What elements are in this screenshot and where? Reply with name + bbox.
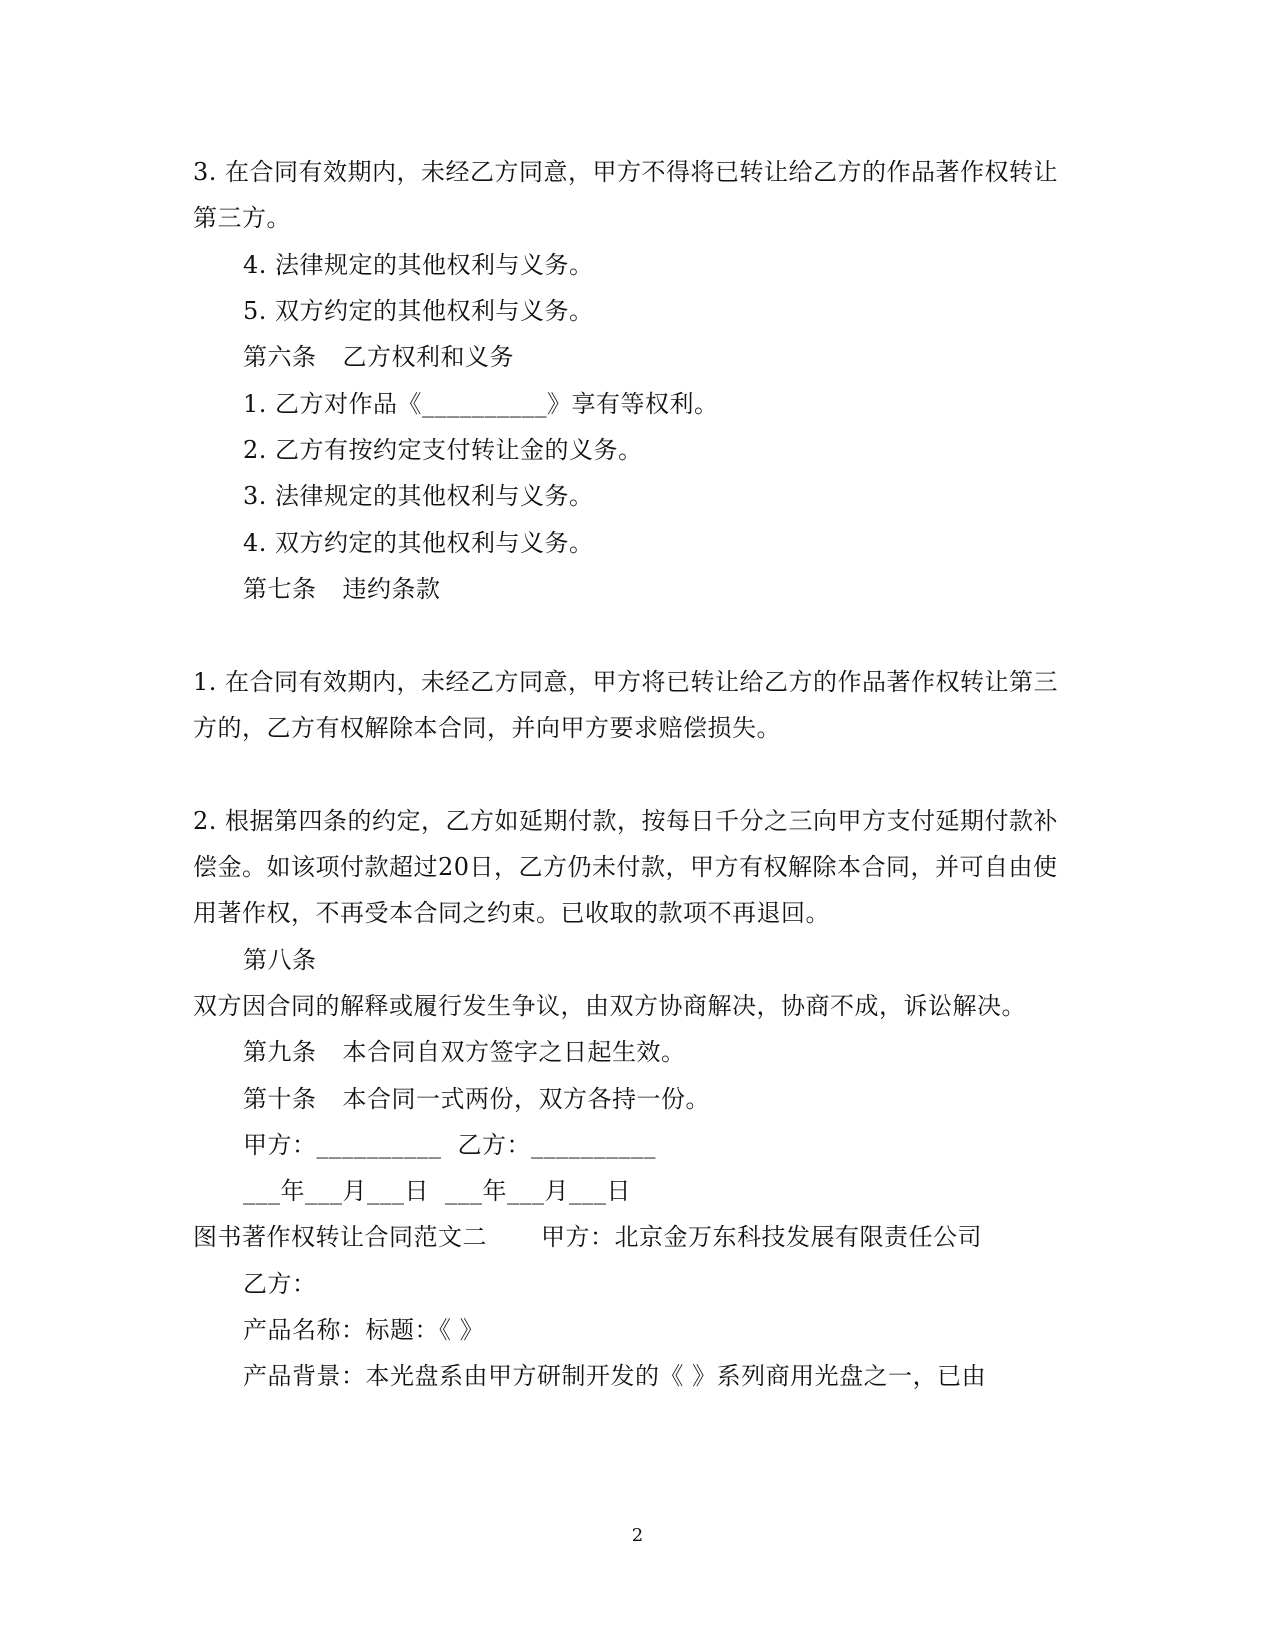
paragraph-line: 1. 在合同有效期内，未经乙方同意，甲方将已转让给乙方的作品著作权转让第三 [193,668,1059,696]
article-number: 第七条 [243,575,317,603]
paragraph-line: 2. 根据第四条的约定，乙方如延期付款，按每日千分之三向甲方支付延期付款补 [193,807,1059,835]
article-number: 第六条 [243,343,317,371]
article-heading [243,342,514,372]
section-title: 图书著作权转让合同范文二 [193,1223,487,1251]
paragraph-line: 5. 双方约定的其他权利与义务。 [243,297,594,325]
party-b-signature: 乙方：__________ [457,1131,656,1159]
article-text: 本合同自双方签字之日起生效。 [342,1038,686,1066]
signature-line [243,1130,656,1160]
paragraph-line: 3. 在合同有效期内，未经乙方同意，甲方不得将已转让给乙方的作品著作权转让 [193,158,1059,186]
paragraph-line: 4. 法律规定的其他权利与义务。 [243,251,594,279]
article-title: 乙方权利和义务 [342,343,514,371]
article-title: 违约条款 [342,575,441,603]
paragraph-line: 4. 双方约定的其他权利与义务。 [243,529,594,557]
paragraph-line: 双方因合同的解释或履行发生争议，由双方协商解决，协商不成，诉讼解决。 [193,992,1026,1020]
paragraph-line: 偿金。如该项付款超过20日，乙方仍未付款，甲方有权解除本合同，并可自由使 [193,853,1058,881]
party-a-name: 甲方：北京金万东科技发展有限责任公司 [541,1223,982,1251]
article-heading [243,574,441,604]
paragraph-line: 2. 乙方有按约定支付转让金的义务。 [243,436,643,464]
paragraph-line: 用著作权，不再受本合同之约束。已收取的款项不再退回。 [193,899,830,927]
page-number: 2 [631,1525,644,1546]
paragraph-line: 第三方。 [193,204,291,232]
article-number: 第九条 [243,1038,317,1066]
paragraph-line: 产品名称：标题：《 》 [243,1316,485,1344]
paragraph-line: 乙方： [243,1270,317,1298]
section-heading-line [193,1222,982,1252]
paragraph-line: 3. 法律规定的其他权利与义务。 [243,482,594,510]
paragraph-line: 方的，乙方有权解除本合同，并向甲方要求赔偿损失。 [193,714,781,742]
paragraph-line: 1. 乙方对作品《__________》享有等权利。 [243,390,719,418]
article-heading [243,1037,686,1067]
article-heading: 第八条 [243,946,317,974]
article-number: 第十条 [243,1085,317,1113]
article-heading [243,1084,710,1114]
party-a-date: ___年___月___日 [243,1177,429,1205]
paragraph-line: 产品背景：本光盘系由甲方研制开发的《 》系列商用光盘之一，已由 [243,1362,987,1390]
party-b-date: ___年___月___日 [445,1177,631,1205]
article-text: 本合同一式两份，双方各持一份。 [342,1085,710,1113]
date-line [243,1176,631,1206]
party-a-signature: 甲方：__________ [243,1131,442,1159]
